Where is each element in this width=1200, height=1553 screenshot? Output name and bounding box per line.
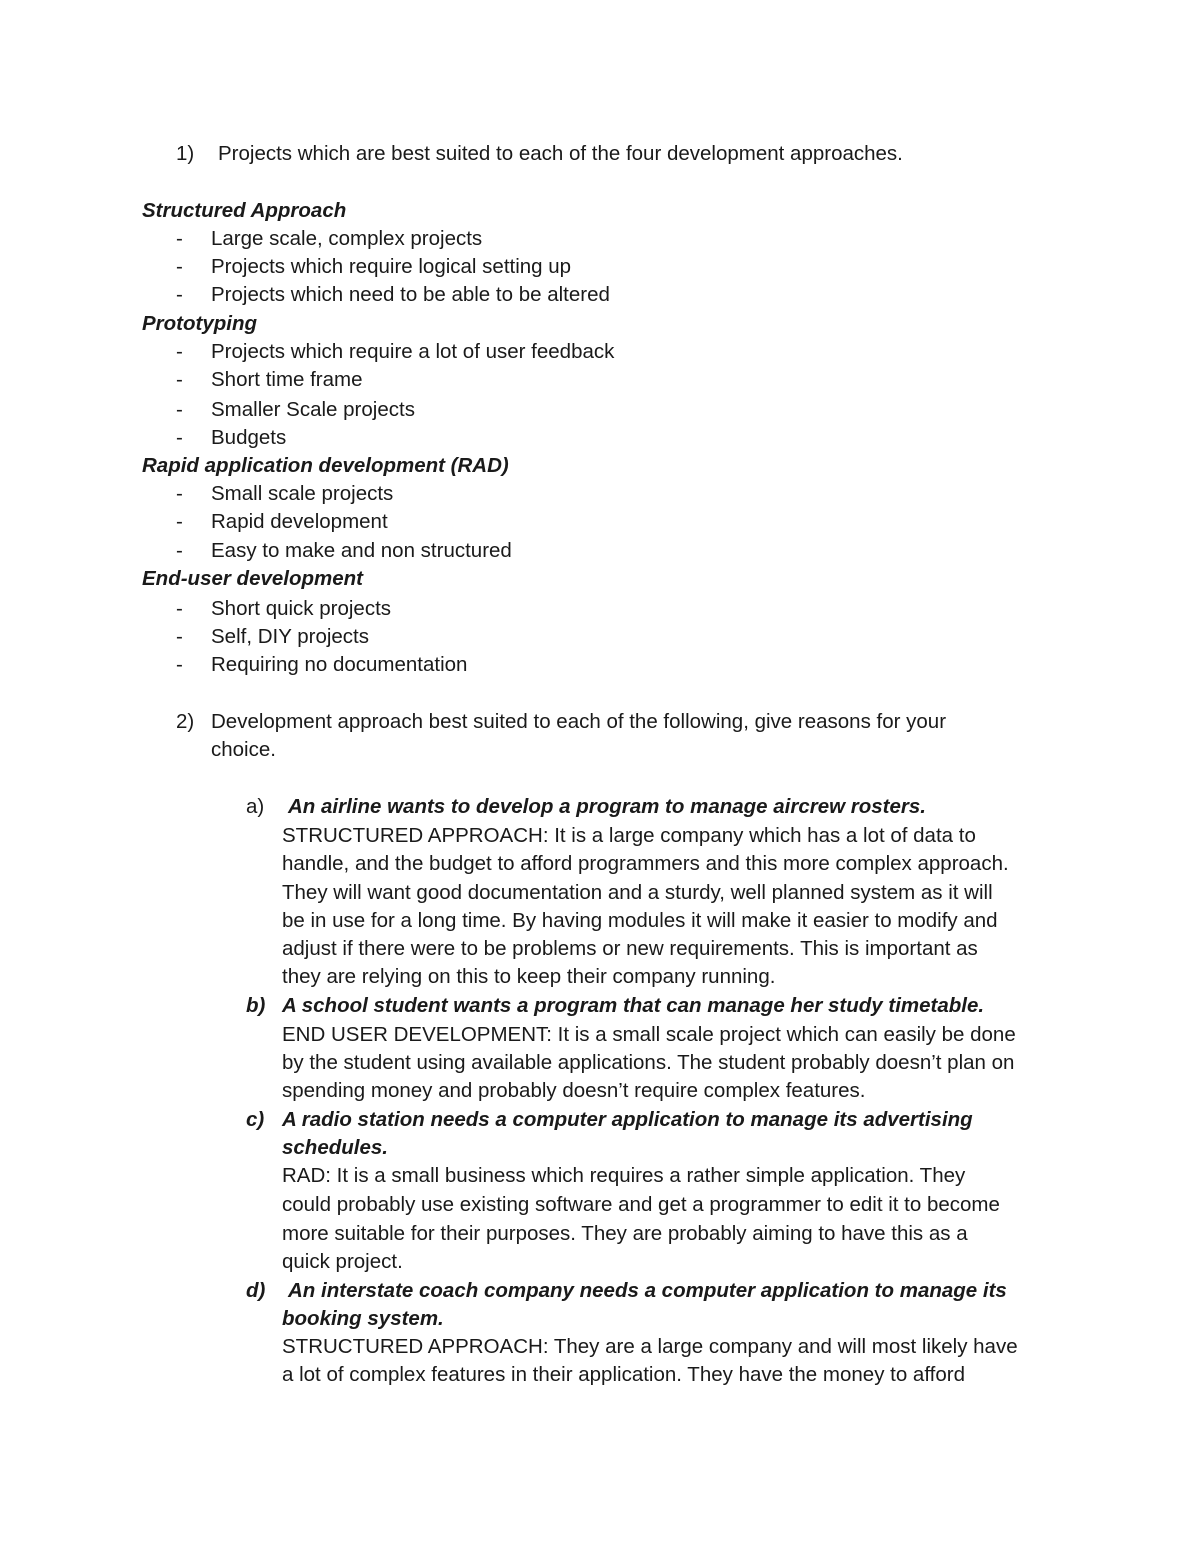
bullet-dash: - — [176, 597, 183, 620]
part-question: An interstate coach company needs a computer application to manage its — [288, 1279, 1007, 1302]
bullet-dash: - — [176, 340, 183, 363]
part-answer: quick project. — [282, 1250, 403, 1273]
part-label: c) — [246, 1108, 265, 1131]
q2-text: choice. — [211, 738, 276, 761]
part-label: d) — [246, 1279, 266, 1302]
list-item: Projects which require a lot of user feedback — [211, 340, 615, 363]
part-answer: by the student using available applications. The student probably doesn’t plan on — [282, 1051, 1015, 1074]
section-heading-prototyping: Prototyping — [142, 312, 258, 335]
q2-text: Development approach best suited to each of the following, give reasons for your — [211, 710, 947, 733]
part-label: a) — [246, 795, 265, 818]
section-heading-rad: Rapid application development (RAD) — [142, 454, 509, 477]
list-item: Projects which need to be able to be altered — [211, 283, 610, 306]
section-heading-structured: Structured Approach — [142, 199, 347, 222]
part-question: schedules. — [282, 1136, 388, 1159]
part-answer: STRUCTURED APPROACH: It is a large company which has a lot of data to — [282, 824, 976, 847]
part-question: booking system. — [282, 1307, 444, 1330]
list-item: Projects which require logical setting up — [211, 255, 572, 278]
part-question: A radio station needs a computer application to manage its advertising — [282, 1108, 973, 1131]
part-answer: END USER DEVELOPMENT: It is a small scale project which can easily be done — [282, 1023, 1016, 1046]
section-heading-end-user: End-user development — [142, 567, 363, 590]
part-answer: RAD: It is a small business which requires a rather simple application. They — [282, 1164, 966, 1187]
bullet-dash: - — [176, 283, 183, 306]
part-question: An airline wants to develop a program to manage aircrew rosters. — [288, 795, 926, 818]
bullet-dash: - — [176, 510, 183, 533]
part-label: b) — [246, 994, 266, 1017]
bullet-dash: - — [176, 426, 183, 449]
bullet-dash: - — [176, 539, 183, 562]
list-item: Budgets — [211, 426, 287, 449]
part-answer: STRUCTURED APPROACH: They are a large company and will most likely have — [282, 1335, 1018, 1358]
list-item: Large scale, complex projects — [211, 227, 483, 250]
part-answer: be in use for a long time. By having modules it will make it easier to modify and — [282, 909, 998, 932]
bullet-dash: - — [176, 625, 183, 648]
part-answer: more suitable for their purposes. They are probably aiming to have this as a — [282, 1222, 968, 1245]
part-answer: spending money and probably doesn’t require complex features. — [282, 1079, 866, 1102]
bullet-dash: - — [176, 368, 183, 391]
q1-text: Projects which are best suited to each of the four development approaches. — [218, 142, 903, 165]
list-item: Smaller Scale projects — [211, 398, 415, 421]
list-item: Short quick projects — [211, 597, 392, 620]
list-item: Small scale projects — [211, 482, 394, 505]
part-answer: they are relying on this to keep their company running. — [282, 965, 776, 988]
bullet-dash: - — [176, 227, 183, 250]
bullet-dash: - — [176, 255, 183, 278]
bullet-dash: - — [176, 398, 183, 421]
part-answer: a lot of complex features in their application. They have the money to afford — [282, 1363, 965, 1386]
part-answer: They will want good documentation and a sturdy, well planned system as it will — [282, 881, 993, 904]
list-item: Self, DIY projects — [211, 625, 369, 648]
part-question: A school student wants a program that can manage her study timetable. — [282, 994, 985, 1017]
part-answer: handle, and the budget to afford programmers and this more complex approach. — [282, 852, 1009, 875]
q1-number: 1) — [176, 142, 195, 165]
bullet-dash: - — [176, 653, 183, 676]
bullet-dash: - — [176, 482, 183, 505]
q2-number: 2) — [176, 710, 195, 733]
list-item: Requiring no documentation — [211, 653, 468, 676]
part-answer: could probably use existing software and get a programmer to edit it to become — [282, 1193, 1000, 1216]
part-answer: adjust if there were to be problems or new requirements. This is important as — [282, 937, 978, 960]
list-item: Easy to make and non structured — [211, 539, 512, 562]
list-item: Rapid development — [211, 510, 388, 533]
list-item: Short time frame — [211, 368, 363, 391]
